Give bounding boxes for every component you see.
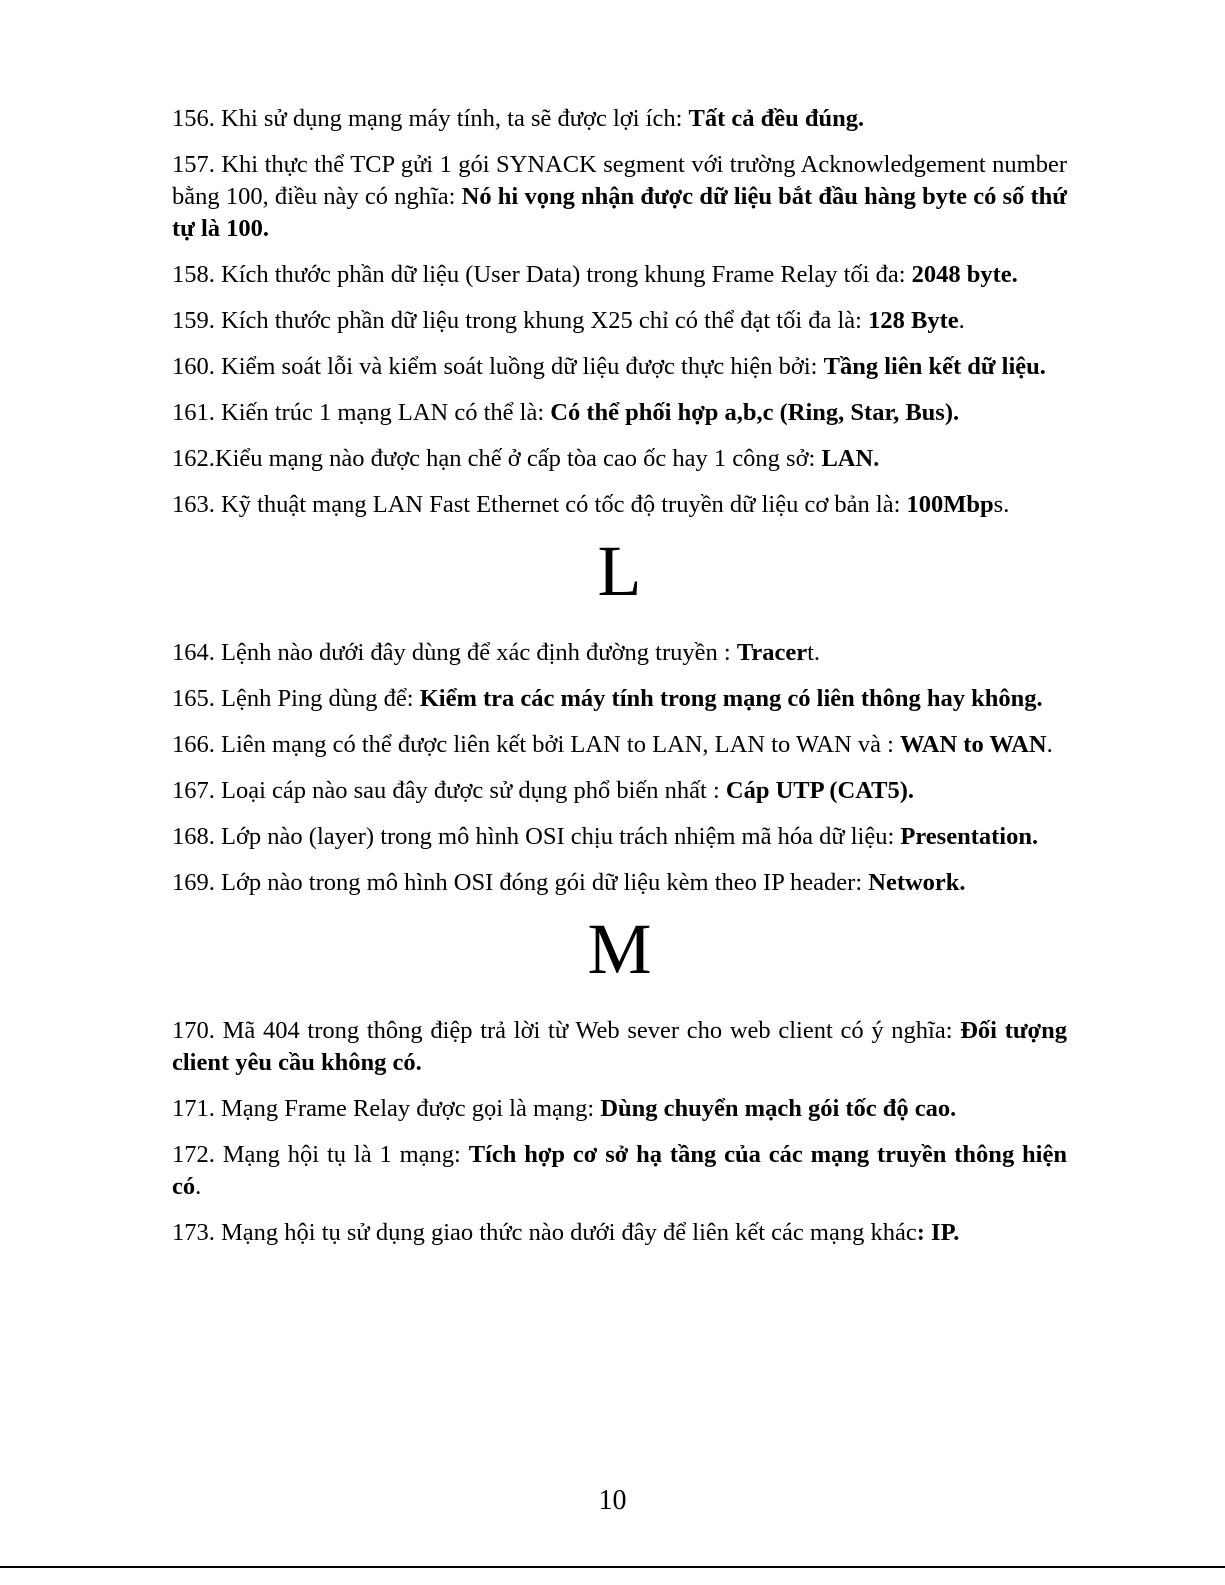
bottom-divider xyxy=(0,1566,1225,1568)
qa-item-161: 161. Kiến trúc 1 mạng LAN có thể là: Có thể phối hợp a,b,c (Ring, Star, Bus). xyxy=(172,399,960,426)
qa-item-165: 165. Lệnh Ping dùng để: Kiểm tra các máy tính trong mạng có liên thông hay không. xyxy=(172,685,1043,712)
section-heading-l: L xyxy=(597,531,642,611)
qa-item-169: 169. Lớp nào trong mô hình OSI đóng gói dữ liệu kèm theo IP header: Network. xyxy=(172,869,966,896)
qa-item-157: 157. Khi thực thể TCP gửi 1 gói SYNACK segment với trường Acknowledgement number bằng 100, điều này có nghĩa: Nó hi vọng nhận được dữ liệu bắt đầu hàng byte có số thứ tự là 100. xyxy=(172,151,1067,242)
qa-item-170: 170. Mã 404 trong thông điệp trả lời từ Web sever cho web client có ý nghĩa: Đối tượng client yêu cầu không có. xyxy=(172,1017,1067,1076)
qa-item-163: 163. Kỹ thuật mạng LAN Fast Ethernet có tốc độ truyền dữ liệu cơ bản là: 100Mbps. xyxy=(172,491,1010,518)
qa-item-160: 160. Kiểm soát lỗi và kiểm soát luồng dữ liệu được thực hiện bởi: Tầng liên kết dữ liệu. xyxy=(172,353,1046,380)
qa-item-168: 168. Lớp nào (layer) trong mô hình OSI chịu trách nhiệm mã hóa dữ liệu: Presentation. xyxy=(172,823,1039,850)
qa-item-158: 158. Kích thước phần dữ liệu (User Data) trong khung Frame Relay tối đa: 2048 byte. xyxy=(172,261,1018,288)
section-heading-m: M xyxy=(587,909,652,989)
qa-item-156: 156. Khi sử dụng mạng máy tính, ta sẽ được lợi ích: Tất cả đều đúng. xyxy=(172,105,865,132)
qa-item-166: 166. Liên mạng có thể được liên kết bởi LAN to LAN, LAN to WAN và : WAN to WAN. xyxy=(172,731,1053,758)
qa-item-171: 171. Mạng Frame Relay được gọi là mạng: Dùng chuyển mạch gói tốc độ cao. xyxy=(172,1095,957,1122)
document-page xyxy=(172,103,1067,1263)
section-k xyxy=(172,103,1067,521)
qa-item-159: 159. Kích thước phần dữ liệu trong khung X25 chỉ có thể đạt tối đa là: 128 Byte. xyxy=(172,307,965,334)
qa-item-172: 172. Mạng hội tụ là 1 mạng: Tích hợp cơ sở hạ tầng của các mạng truyền thông hiện có. xyxy=(172,1141,1067,1200)
qa-item-164: 164. Lệnh nào dưới đây dùng để xác định đường truyền : Tracert. xyxy=(172,639,821,666)
section-m xyxy=(172,1015,1067,1249)
page-number: 10 xyxy=(598,1485,627,1516)
qa-item-173: 173. Mạng hội tụ sử dụng giao thức nào dưới đây để liên kết các mạng khác: IP. xyxy=(172,1219,960,1246)
qa-item-167: 167. Loại cáp nào sau đây được sử dụng phổ biến nhất : Cáp UTP (CAT5). xyxy=(172,777,914,804)
section-l xyxy=(172,637,1067,899)
qa-item-162: 162.Kiểu mạng nào được hạn chế ở cấp tòa cao ốc hay 1 công sở: LAN. xyxy=(172,445,880,472)
